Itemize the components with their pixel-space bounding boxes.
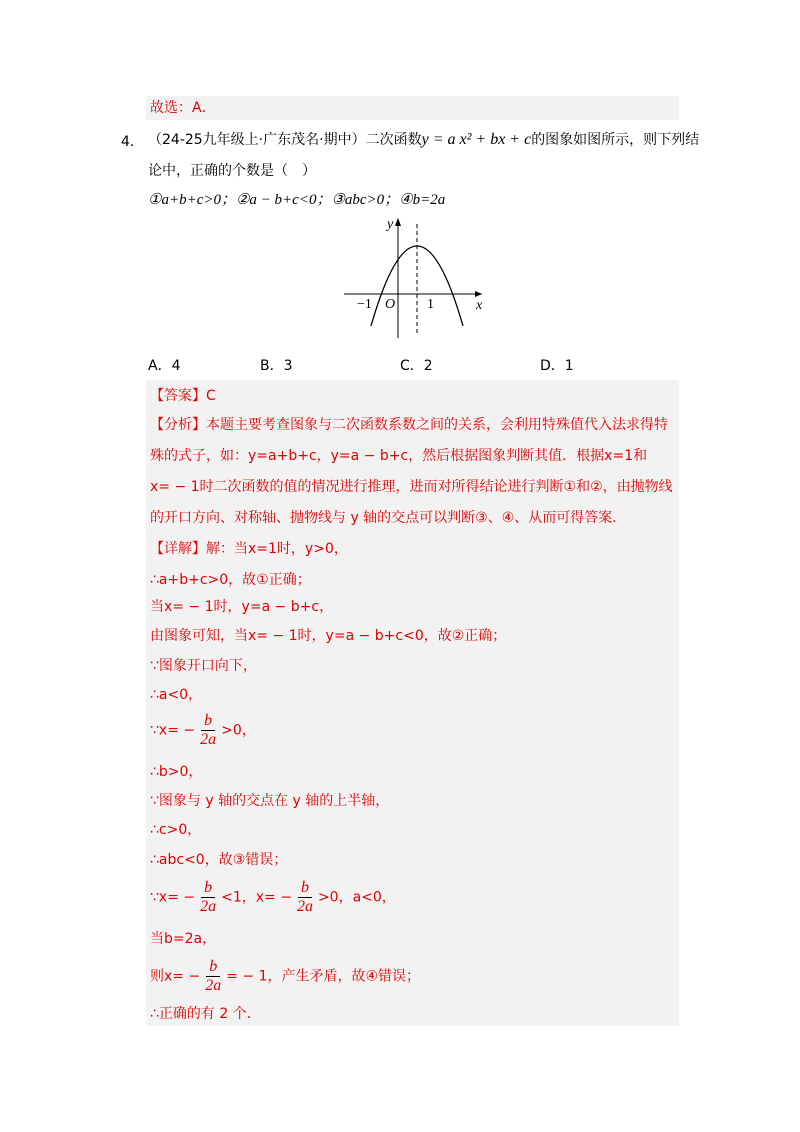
prev-answer-block	[146, 96, 679, 120]
option-a: A．4	[148, 358, 181, 374]
detail-line-2: ∴a+b+c>0，故①正确；	[150, 572, 311, 588]
fraction-b-over-2a	[197, 879, 219, 916]
detail-line-12-b: <1，x= −	[221, 889, 292, 906]
detail-line-8: ∴b>0，	[150, 764, 203, 780]
y-axis-label: y	[387, 217, 394, 232]
parabola-curve	[371, 246, 463, 326]
option-b: B．3	[260, 358, 293, 374]
detail-line-3: 当x= − 1时，y=a − b+c，	[150, 599, 334, 615]
fraction-denominator: 2a	[205, 977, 222, 994]
answer-line: 【答案】C	[150, 388, 216, 404]
x-axis-label: x	[476, 298, 483, 313]
origin-label: O	[385, 297, 396, 312]
x-axis-arrow	[475, 291, 482, 297]
question-formula: y = a x² + bx + c	[421, 131, 532, 148]
question-line-1	[148, 130, 699, 150]
analysis-line-1: 【分析】本题主要考查图象与二次函数系数之间的关系，会利用特殊值代入法求得特	[150, 417, 668, 433]
detail-line-7-post: >0，	[221, 722, 256, 739]
detail-line-7	[150, 712, 256, 749]
fraction-b-over-2a	[197, 712, 219, 749]
option-d: D．1	[540, 358, 574, 374]
detail-line-12-a: ∵x= −	[150, 889, 196, 906]
prev-conclusion: 故选：A．	[150, 100, 216, 116]
fraction-denominator: 2a	[200, 898, 217, 915]
fraction-denominator: 2a	[200, 731, 217, 748]
detail-line-1: 【详解】解：当x=1时，y>0，	[150, 541, 348, 557]
analysis-line-2: 殊的式子，如：y=a+b+c，y=a − b+c，然后根据图象判断其值．根据x=1和	[150, 448, 648, 464]
detail-line-5: ∵图象开口向下，	[150, 658, 257, 674]
detail-line-9: ∵图象与 y 轴的交点在 y 轴的上半轴，	[150, 793, 390, 809]
analysis-line-4: 的开口方向、对称轴、抛物线与 y 轴的交点可以判断③、④、从而可得答案．	[150, 510, 627, 526]
y-axis-arrow	[395, 218, 401, 226]
fraction-numerator: b	[201, 879, 215, 898]
question-number: 4．	[121, 134, 144, 150]
tick-1-label: 1	[427, 297, 434, 312]
detail-line-13: 当b=2a，	[150, 931, 217, 947]
analysis-line-3: x= − 1时二次函数的值的情况进行推理，进而对所得结论进行判断①和②，由抛物线	[150, 479, 673, 495]
tick-neg1-label: −1	[357, 297, 372, 312]
question-line-2: 论中，正确的个数是（ ）	[148, 163, 316, 179]
detail-line-6: ∴a<0，	[150, 687, 203, 703]
detail-line-14-pre: 则x= −	[150, 968, 201, 985]
detail-line-12-c: >0，a<0，	[317, 889, 396, 906]
detail-line-14	[150, 958, 420, 995]
question-stem-part1: 二次函数	[365, 132, 422, 148]
fraction-b-over-2a	[202, 958, 224, 995]
detail-line-12	[150, 879, 396, 916]
detail-line-7-pre: ∵x= −	[150, 722, 196, 739]
detail-line-15: ∴正确的有 2 个．	[150, 1006, 261, 1022]
question-source: （24-25九年级上·广东茂名·期中）	[148, 132, 366, 148]
option-c: C．2	[400, 358, 433, 374]
fraction-b-over-2a	[294, 879, 316, 916]
question-statements: ①a+b+c>0；②a − b+c<0；③abc>0；④b=2a	[148, 192, 446, 208]
fraction-denominator: 2a	[296, 898, 313, 915]
fraction-numerator: b	[206, 958, 220, 977]
detail-line-14-post: = − 1，产生矛盾，故④错误；	[226, 968, 421, 985]
question-stem-part2: 的图象如图所示，则下列结	[531, 132, 700, 148]
fraction-numerator: b	[201, 712, 215, 731]
parabola-graph	[338, 214, 488, 344]
detail-line-11: ∴abc<0，故③错误；	[150, 852, 288, 868]
detail-line-10: ∴c>0，	[150, 822, 202, 838]
detail-line-4: 由图象可知，当x= − 1时，y=a − b+c<0，故②正确；	[150, 628, 507, 644]
fraction-numerator: b	[298, 879, 312, 898]
